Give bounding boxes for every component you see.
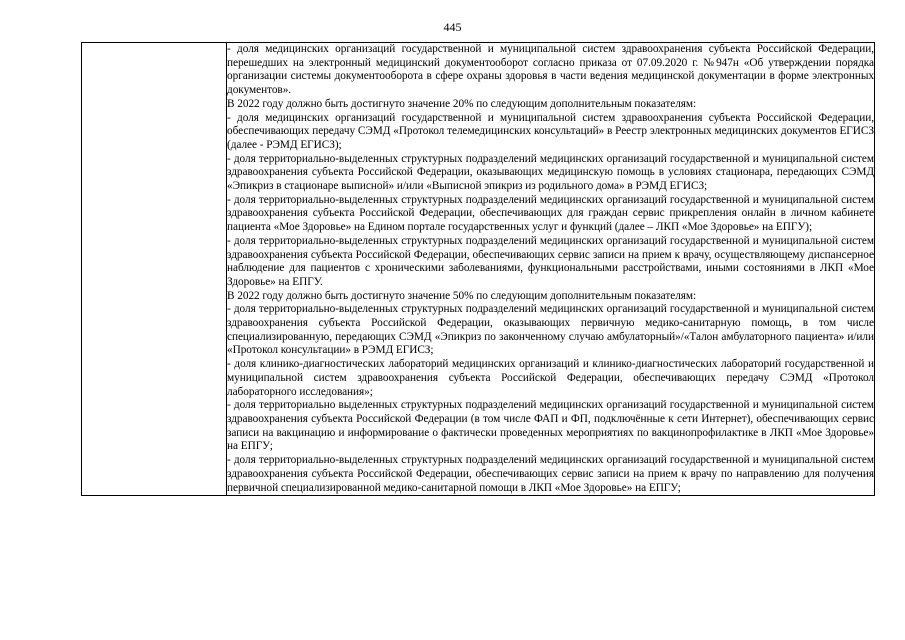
paragraph: - доля территориально-выделенных структурных подразделений медицинских организаций государственной и муниципальной систем здравоохранения субъекта Российской Федерации, оказывающих первичную медико-санитарную помощь, в том числе специализированную, передающих СЭМД «Эпикриз по законченному случаю амбулаторный»/«Талон амбулаторного пациента» и/или «Протокол консультации» в РЭМД ЕГИСЗ;: [227, 303, 874, 357]
page-number: 445: [443, 20, 462, 34]
paragraph: - доля территориально-выделенных структурных подразделений медицинских организаций государственной и муниципальной систем здравоохранения субъекта Российской Федерации, оказывающих медицинскую помощь в условиях стационара, передающих СЭМД «Эпикриз в стационаре выписной» и/или «Выписной эпикриз из родильного дома» в РЭМД ЕГИСЗ;: [227, 152, 874, 193]
right-text-cell: [227, 43, 875, 496]
content-table: [81, 42, 875, 496]
paragraph: - доля территориально-выделенных структурных подразделений медицинских организаций государственной и муниципальной систем здравоохранения субъекта Российской Федерации, обеспечивающих сервис записи на прием к врачу, осуществляющему диспансерное наблюдение для пациентов с хроническими заболеваниями, функциональными расстройствами, иными состояниями в ЛКП «Мое Здоровье» на ЕПГУ.: [227, 234, 874, 288]
paragraph: - доля территориально выделенных структурных подразделений медицинских организаций государственной и муниципальной систем здравоохранения субъекта Российской Федерации (в том числе ФАП и ФП, подключённые к сети Интернет), обеспечивающих сервис записи на вакцинацию и информирование о фактически проведенных мероприятиях по вакцинопрофилактике в ЛКП «Мое Здоровье» на ЕПГУ;: [227, 399, 874, 453]
paragraph: - доля медицинских организаций государственной и муниципальной систем здравоохранения субъекта Российской Федерации, перешедших на электронный медицинский документооборот согласно приказа от 07.09.2020 г. №947н «Об утверждении порядка организации системы документооборота в сфере охраны здоровья в части ведения медицинской документации в форме электронных документов».: [227, 43, 874, 97]
paragraph: - доля территориально-выделенных структурных подразделений медицинских организаций государственной и муниципальной систем здравоохранения субъекта Российской Федерации, обеспечивающих сервис записи на прием к врачу по направлению для получения первичной специализированной медико-санитарной помощи в ЛКП «Мое Здоровье» на ЕПГУ;: [227, 454, 874, 494]
paragraph: - доля клинико-диагностических лабораторий медицинских организаций и клинико-диагностических лабораторий государственной и муниципальной систем здравоохранения субъекта Российской Федерации, обеспечивающих передачу СЭМД «Протокол лабораторного исследования»;: [227, 358, 874, 398]
paragraph: В 2022 году должно быть достигнуто значение 20% по следующим дополнительным показателям:: [227, 97, 697, 110]
paragraph: - доля медицинских организаций государственной и муниципальной систем здравоохранения субъекта Российской Федерации, обеспечивающих передачу СЭМД «Протокол телемедицинских консультаций» в Реестр электронных медицинских документов ЕГИСЗ (далее - РЭМД ЕГИСЗ);: [227, 111, 874, 151]
paragraph: - доля территориально-выделенных структурных подразделений медицинских организаций государственной и муниципальной систем здравоохранения субъекта Российской Федерации, обеспечивающих для граждан сервис прикрепления онлайн в личном кабинете пациента «Мое Здоровье» на Едином портале государственных услуг и функций (далее – ЛКП «Мое Здоровье» на ЕПГУ);: [227, 193, 874, 234]
left-empty-cell: [82, 43, 227, 496]
paragraph: В 2022 году должно быть достигнуто значение 50% по следующим дополнительным показателям:: [227, 289, 697, 302]
table-row: [82, 43, 875, 496]
